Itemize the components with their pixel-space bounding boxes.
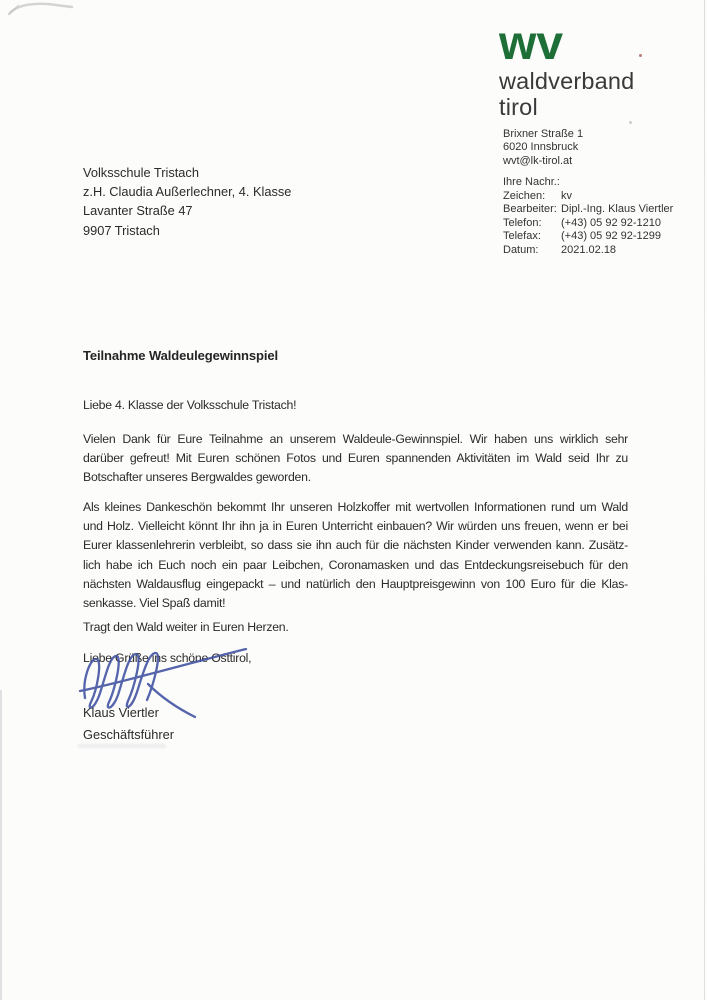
reference-value: (+43) 05 92 92-1210 — [561, 216, 661, 229]
reference-row-bearbeiter — [503, 203, 673, 217]
text-line: darüber gefreut! Mit Euren schönen Fotos und Euren spannenden Aktivitäten im Wald seid Ihr zu — [83, 451, 628, 466]
reference-row-zeichen — [503, 190, 673, 204]
letterhead-logo — [499, 17, 635, 120]
text-line: lich habe ich Euch noch ein paar Leibchen, Coronamasken und das Entdeckungsreisebuch für den — [83, 557, 628, 572]
reference-label: Datum: — [503, 243, 539, 256]
reference-block — [503, 176, 673, 257]
text-line: 6020 Innsbruck — [503, 141, 579, 154]
text-line: Als kleines Dankeschön bekommt Ihr unseren Holzkoffer mit wertvollen Informationen rund um Wald — [83, 500, 628, 514]
recipient-address — [83, 163, 291, 240]
text-line: z.H. Claudia Außerlechner, 4. Klasse — [83, 184, 292, 200]
text-line: Eurer klassenlehrerin verbleibt, so dass sie ihn auch für die nächsten Kinder verwenden kann. Zusätz- — [83, 538, 628, 553]
reference-label: Telefax: — [503, 230, 541, 242]
reference-row-datum — [503, 244, 673, 258]
reference-value: Dipl.-Ing. Klaus Viertler — [561, 203, 674, 215]
text-line: Brixner Straße 1 — [503, 128, 584, 140]
subject-line: Teilnahme Waldeulegewinnspiel — [83, 348, 279, 363]
reference-row-ihre-nachr — [503, 176, 673, 190]
closing-line-2: Liebe Grüße ins schöne Osttirol, — [83, 651, 252, 665]
logo-mark-wv: wv — [499, 17, 564, 70]
reference-label: Bearbeiter: — [503, 203, 557, 215]
scan-artifact-left-edge — [0, 690, 2, 1000]
text-line: Lavanter Straße 47 — [83, 203, 193, 219]
text-line: und Holz. Vielleicht könnt Ihr ihn ja in Euren Unterricht einbauen? Wir würden uns freuen, wenn er bei — [83, 519, 628, 534]
text-line: Volksschule Tristach — [83, 165, 199, 180]
sender-address — [503, 128, 583, 168]
scan-artifact-red-speck — [639, 54, 642, 57]
salutation: Liebe 4. Klasse der Volksschule Tristach! — [83, 398, 297, 412]
reference-label: Zeichen: — [503, 189, 546, 202]
text-line: Vielen Dank für Eure Teilnahme an unserem Waldeule-Gewinnspiel. Wir haben uns wirklich sehr — [83, 432, 628, 446]
logo-wordmark-line1: waldverband — [499, 68, 635, 94]
signer-block — [83, 702, 174, 745]
logo-wordmark-line2: tirol — [499, 94, 538, 120]
text-line: wvt@lk-tirol.at — [503, 154, 573, 167]
signer-name: Klaus Viertler — [83, 705, 159, 720]
text-line: 9907 Tristach — [83, 222, 160, 238]
reference-value: kv — [561, 189, 572, 202]
reference-row-telefon — [503, 217, 673, 231]
reference-value: (+43) 05 92 92-1299 — [561, 230, 661, 242]
logo-wordmark — [499, 68, 634, 120]
text-line: senkasse. Viel Spaß damit! — [83, 596, 226, 611]
reference-row-telefax — [503, 230, 673, 244]
signer-title: Geschäftsführer — [83, 726, 175, 742]
reference-label: Telefon: — [503, 216, 542, 229]
closing-line-1: Tragt den Wald weiter in Euren Herzen. — [83, 620, 289, 634]
reference-label: Ihre Nachr.: — [503, 176, 560, 188]
body-paragraph-2 — [83, 498, 628, 613]
scan-artifact-corner-mark — [6, 0, 76, 18]
scan-artifact-gray-speck — [629, 121, 632, 124]
text-line: nächsten Waldausflug eingepackt – und natürlich den Hauptpreisgewinn von 100 Euro für die Klas- — [83, 576, 628, 591]
body-paragraph-1 — [83, 430, 628, 488]
scan-artifact-right-edge — [704, 0, 705, 1000]
text-line: Botschafter unseres Bergwaldes geworden. — [83, 470, 311, 485]
reference-value: 2021.02.18 — [561, 243, 617, 256]
